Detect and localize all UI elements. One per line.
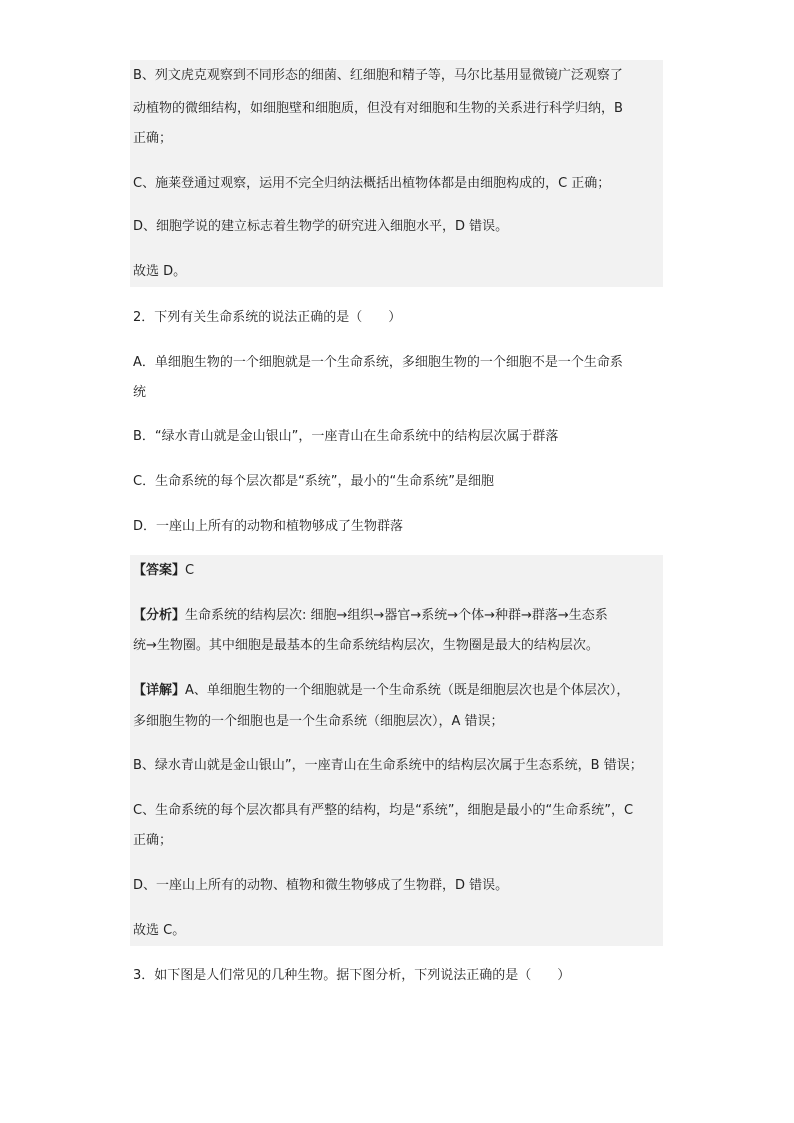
explanation-line: 正确； [133,131,173,146]
question-2-option-b: B．“绿水青山就是金山银山”，一座青山在生命系统中的结构层次属于群落 [133,429,559,444]
detail-conclusion: 故选 C。 [133,923,186,938]
question-3-stem: 3．如下图是人们常见的几种生物。据下图分析，下列说法正确的是（ ） [133,968,571,983]
detail-line-5: 正确； [133,833,173,848]
answer-value: C [185,563,195,578]
explanation-block-1 [130,60,663,287]
detail-tag: 【详解】 [133,683,186,698]
question-2-option-a: A．单细胞生物的一个细胞就是一个生命系统，多细胞生物的一个细胞不是一个生命系 [133,355,623,370]
explanation-line: C、施莱登通过观察，运用不完全归纳法概括出植物体都是由细胞构成的，C 正确； [133,176,611,191]
question-2-option-d: D．一座山上所有的动物和植物够成了生物群落 [133,519,404,534]
answer-line [133,563,194,579]
analysis-text: 生命系统的结构层次: 细胞→组织→器官→系统→个体→种群→群落→生态系 [185,608,608,623]
question-2-stem: 2．下列有关生命系统的说法正确的是（ ） [133,310,402,325]
detail-text: A、单细胞生物的一个细胞就是一个生命系统（既是细胞层次也是个体层次）， [185,683,630,698]
detail-line-4: C、生命系统的每个层次都具有严整的结构，均是“系统”，细胞是最小的“生命系统”，C [133,803,634,818]
explanation-conclusion: 故选 D。 [133,264,187,279]
explanation-line: 动植物的微细结构，如细胞壁和细胞质，但没有对细胞和生物的关系进行科学归纳，B [133,101,623,116]
explanation-line: D、细胞学说的建立标志着生物学的研究进入细胞水平，D 错误。 [133,219,509,234]
detail-line-6: D、一座山上所有的动物、植物和微生物够成了生物群，D 错误。 [133,878,509,893]
question-2-option-c: C．生命系统的每个层次都是“系统”，最小的“生命系统”是细胞 [133,474,495,489]
explanation-line: B、列文虎克观察到不同形态的细菌、红细胞和精子等，马尔比基用显微镜广泛观察了 [133,68,623,83]
answer-tag: 【答案】 [133,563,186,578]
analysis-tag: 【分析】 [133,608,186,623]
detail-line-2: 多细胞生物的一个细胞也是一个生命系统（细胞层次），A 错误； [133,714,504,729]
detail-line-1 [133,683,629,699]
detail-line-3: B、绿水青山就是金山银山”，一座青山在生命系统中的结构层次属于生态系统，B 错误； [133,758,643,773]
analysis-line-2: 统→生物圈。其中细胞是最基本的生命系统结构层次，生物圈是最大的结构层次。 [133,638,599,653]
question-2-option-a-cont: 统 [133,385,147,400]
analysis-line-1 [133,608,608,624]
